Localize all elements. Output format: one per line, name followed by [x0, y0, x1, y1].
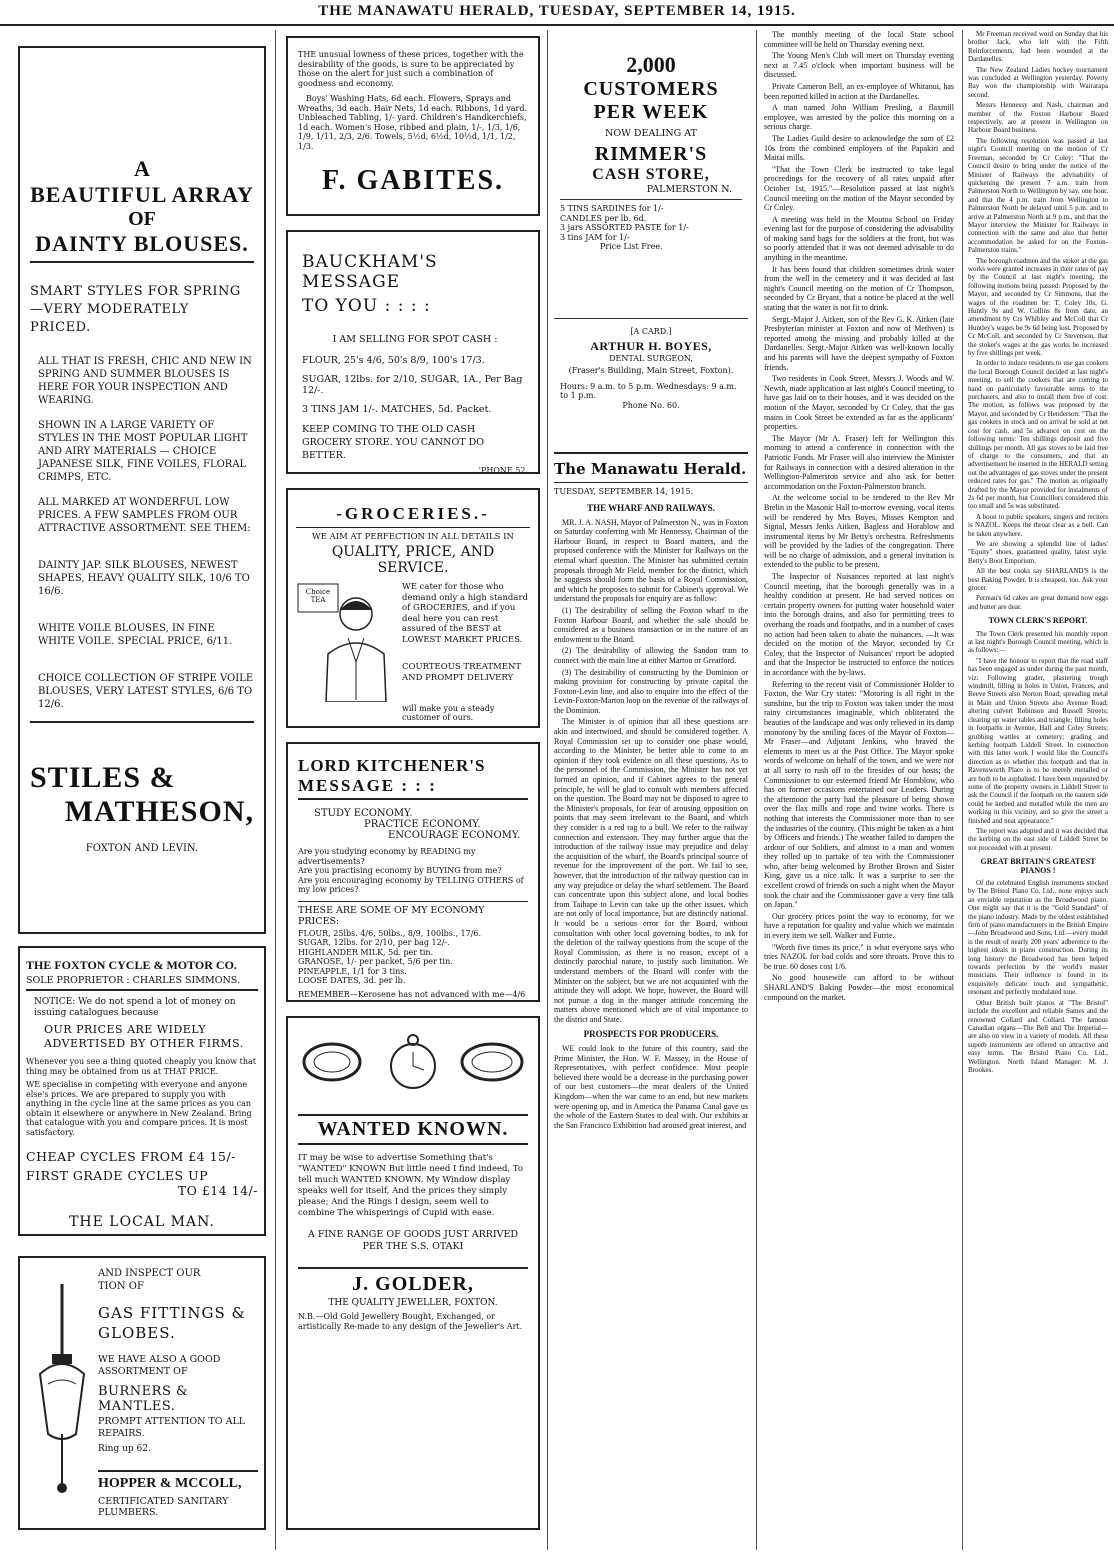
- ad-heading: DAINTY BLOUSES.: [30, 231, 254, 263]
- article-headline: GREAT BRITAIN'S GREATEST PIANOS !: [980, 857, 1096, 875]
- article-headline: PROSPECTS FOR PRODUCERS.: [583, 1029, 719, 1040]
- ad-subheading: THESE ARE SOME OF MY ECONOMY PRICES:: [298, 901, 528, 927]
- ad-price: 3 jars ASSORTED PASTE for 1/-: [560, 223, 689, 232]
- local-general-column: [764, 30, 954, 1530]
- hopper-mccoll-ad: [18, 1256, 266, 1530]
- ad-tagline: SMART STYLES FOR SPRING—VERY MODERATELY PRICED.: [30, 284, 241, 335]
- dentist-hours: Hours: 9 a.m. to 5 p.m. Wednesdays: 9 a.m. to 1 p.m.: [560, 381, 737, 400]
- column-rule: [756, 30, 757, 1550]
- ad-price: CANDLES per lb. 6d.: [560, 213, 647, 223]
- ad-heading: PER WEEK: [593, 101, 709, 123]
- news-paragraph: A man named John William Presling, a flaxmill employee, was arrested by the police this morning on a serious charge.: [764, 103, 954, 132]
- ad-slogan: ENCOURAGE ECONOMY.: [388, 830, 521, 841]
- ad-heading: GLOBES.: [98, 1324, 176, 1342]
- ad-paragraph: CHOICE COLLECTION OF STRIPE VOILE BLOUSES, VERY LATEST STYLES, 6/6 TO 12/6.: [30, 672, 254, 723]
- ad-price: 5 TINS SARDINES for 1/-: [560, 204, 664, 213]
- foxton-cycle-ad: [18, 946, 266, 1236]
- news-paragraph: The Young Men's Club will meet on Thursday evening next at 7.45 o'clock when important business will be discussed.: [764, 51, 954, 80]
- ad-heading: BURNERS & MANTLES.: [98, 1384, 189, 1414]
- ad-phone: Ring up 62.: [98, 1444, 151, 1454]
- ad-price: SUGAR, 12lbs. for 2/10, SUGAR, 1A., Per Bag 12/-.: [302, 374, 523, 396]
- news-paragraph: "I have the honour to report that the road staff has been engaged as under during the past month, viz: Following grader, plastering trough windmill, filling in holes in Union, Frances, and Reeve Streets also Norton Road; spreading metal in Main and Union Streets also Avenue Road; altering culvert Robinson and Russell Streets; clearing up water tables and triangle; filling holes in footpaths in Avenue, Hall and Coley Streets; grubbing wattles at cemetery; grading and kerbing footpath Liddell Street. In connection with this latter work I would like the Council's direction as to whether this footpath and that in Ravensworth Place is to be merely metalled or are both to be asphalted. I have been requested by some of the property owners in Liddell Street to ask the Council if the footpath on the eastern side could be kerbed and metalled while the men are working in this vicinity, and so give the street a finished and neat appearance.": [968, 656, 1108, 825]
- ad-paragraph: Are you encouraging economy by TELLING OTHERS of my low prices?: [298, 875, 524, 894]
- firm-trade: THE QUALITY JEWELLER, FOXTON.: [328, 1298, 498, 1308]
- ad-heading: WANTED KNOWN.: [298, 1114, 528, 1145]
- firm-name: STILES &: [30, 761, 176, 794]
- ad-paragraph: Boys' Washing Hats, 6d each. Flowers, Sprays and Wreaths, 3d each. Hair Nets, 1d each. Ribbons, 1d yard. Unbleached Tabling, 1/- yard. Children's Handkerchiefs, 1d each. Women's Hose, ribbed and plain, 1/-, 1/3, 1/6, 1/9, 1/11, 2/3, 2/6. Towels, 5½d, 6½d, 10½d, 1/1, 1/2, 1/3.: [298, 94, 528, 151]
- ad-text: WE AIM AT PERFECTION IN ALL DETAILS IN: [312, 532, 514, 542]
- news-paragraph: Referring to the recent visit of Commissioner Holder to Foxton, the War Cry states: "Motoring is all right in the sunshine, but the trip to Foxton was taken under the most rainy circumstances imaginable, which obliterated the beauties of the landscape and was only relieved in its damp monotony by the smiling faces of the Mayor of Foxton—Mr Fraser—and Adjutant Jenkins, who braved the elements to meet us at the Post Office. The Mayor spoke words of welcome on behalf of the town, and we were not at all sorry to rush off to the firesides of our hosts; the Commissioner to our esteemed friend Mr Hornblow, who has on former occasions entertained our Leaders. During the afternoon the party had the pleasure of being shown over the flax mills and rope and twine works. There is nothing that interests the Commissioner more than to see the industries of the country. (This might be taken as a hint by Officers and friends.) The weather failed to dampen the ardour of our Soldiers, and almost to a man and women they rolled up to partake of tea with the Commissioner who, after being welcomed by Brother Brown and Sister King, gave us a nice talk. It was a surprise to see the excellent crowd of friends on such a night when the Mayor took the chair and the Commissioner gave a very fine talk on Japan.": [764, 679, 954, 910]
- ad-paragraph: Are you practising economy by BUYING from me?: [298, 866, 502, 875]
- article-paragraph: WE could look to the future of this country, said the Prime Minister, the Hon. W. F. Massey, in the House of Representatives, with perfect confidence. Most people believed there would be a decrease in the purchasing power of our best customers—the meat dealers of the United Kingdom—when the war came to an end, but new markets were opening up, and in America the Panama Canal gave us the whole of the Eastern States to deal with. Our exhibits at the San Francisco Exhibition had aroused great interest, and: [554, 1044, 748, 1130]
- news-paragraph: The following resolution was passed at last night's Council meeting on the motion of Cr Freeman, seconded by Cr Coley: "That the Council desire to bring under the notice of the Minister of Railways the advisability of quickening the present 7 a.m. train from Palmerston North to Wellington by say, one hour, and that the 4 p.m. train from Wellington to Palmerston North be delayed until 5 p.m. and to arrive at Palmerston North at 9 p.m., and that the Mayor interview the Minister for Railways in connection with the same and also that better accommodation be asked for on the Foxton-Palmerston trains.": [968, 136, 1108, 255]
- ad-price: PINEAPPLE, 1/1 for 3 tins.: [298, 966, 407, 976]
- ad-heading: A: [134, 156, 150, 181]
- news-paragraph: All the best cooks say SHARLAND'S is the best Baking Powder. It is cheapest, too. Ask your grocer.: [968, 567, 1108, 592]
- herald-title: The Manawatu Herald.: [554, 460, 747, 478]
- ad-price: FLOUR, 25's 4/6, 50's 8/9, 100's 17/3.: [302, 355, 485, 366]
- article-headline: THE WHARF AND RAILWAYS.: [587, 503, 715, 513]
- card-label: [A CARD.]: [630, 327, 672, 336]
- news-paragraph: In order to induce residents to use gas cookers the local Borough Council decided at last night's meeting, to sell the cookers that are coming to hand on particularly favourable terms to the purchasers, and also to install them free of cost. The motion, as follows was proposed by the Mayor, and seconded by Cr Henderson: "That the gas cookers in stock and on arrival be sold at net cost for cash, and 5s advance on cost on the following terms: Ten shillings deposit and five shillings per month. All gas stoves to be laid free of charge to the consumers, and that an advertisement be inserted in the HERALD setting out the advantages of gas stoves under the present reduced rates for gas." The motion as originally drafted by the Mayor provided for instalments of 2s 6d per month, but Councillors considered this too small and 5s was substituted.: [968, 359, 1108, 511]
- news-paragraph: No good housewife can afford to be without SHARLAND'S Baking Powder—the most economical compound on the market.: [764, 973, 954, 1002]
- news-paragraph: Perreau's 6d cakes are great demand now eggs and butter are dear.: [968, 594, 1108, 611]
- ad-paragraph: Whenever you see a thing quoted cheaply you know that thing may be obtained from us at THAT PRICE.: [26, 1057, 256, 1076]
- golder-ad: [286, 1016, 540, 1530]
- council-news-column: [968, 30, 1108, 1530]
- news-paragraph: "Worth five times its price," is what everyone says who tries NAZOL for bad colds and sore throats. Prove this to be true. 60 doses cost 1/6.: [764, 942, 954, 971]
- dentist-title: DENTAL SURGEON,: [609, 353, 693, 363]
- masthead: THE MANAWATU HERALD, TUESDAY, SEPTEMBER 14, 1915.: [0, 0, 1114, 26]
- ad-paragraph: Are you studying economy by READING my advertisements?: [298, 847, 476, 866]
- ad-slogan: PRACTICE ECONOMY.: [364, 819, 481, 830]
- ad-text: WE HAVE ALSO A GOOD ASSORTMENT OF: [98, 1354, 221, 1377]
- ad-paragraph: WHITE VOILE BLOUSES, IN FINE WHITE VOILE. SPECIAL PRICE, 6/11.: [38, 623, 233, 647]
- firm-trade: CERTIFICATED SANITARY PLUMBERS.: [98, 1496, 229, 1518]
- ad-text: AND INSPECT OUR: [98, 1268, 201, 1279]
- ad-heading: MESSAGE : : :: [298, 776, 528, 800]
- ad-heading: OF: [128, 208, 156, 230]
- ad-phone: 'PHONE 52.: [478, 466, 528, 474]
- ad-heading: CUSTOMERS: [583, 78, 719, 100]
- ad-price: HIGHLANDER MILK, 5d. per tin.: [298, 947, 434, 957]
- column-rule: [962, 30, 963, 1550]
- news-paragraph: The New Zealand Ladies hockey tournament was concluded at Wellington yesterday. Poverty Bay won the championship with Wairarapa second.: [968, 65, 1108, 99]
- ad-paragraph: NOTICE: We do not spend a lot of money on issuing catalogues because: [34, 997, 236, 1018]
- column-rule: [275, 30, 276, 1550]
- news-paragraph: Two residents in Cook Street, Messrs J. Woods and W. Newth, made application at last night's Council meeting, to have gas laid on to their houses, and it was decided on the motion of the Mayor, seconded by Cr Coley, that the gas mains in Cook Street be extended as far as the applicants' properties.: [764, 374, 954, 432]
- firm-location: PALMERSTON N.: [646, 184, 732, 195]
- firm-name: HOPPER & MCCOLL,: [98, 1470, 258, 1492]
- dentist-phone: Phone No. 60.: [622, 400, 680, 410]
- ad-heading: LORD KITCHENER'S: [298, 756, 486, 775]
- ad-paragraph: DAINTY JAP. SILK BLOUSES, NEWEST SHAPES, HEAVY QUALITY SILK, 10/6 TO 16/6.: [38, 560, 250, 597]
- ad-slogan: THE LOCAL MAN.: [69, 1214, 215, 1230]
- news-paragraph: A meeting was held in the Moutoa School on Friday evening last for the purpose of considering the advisability of making sand bags for the soldiers at the front, but was so poorly attended that it was not deemed advisable to do anything in the meantime.: [764, 214, 954, 263]
- ad-heading: BAUCKHAM'S MESSAGE: [302, 252, 438, 292]
- news-paragraph: It has been found that children sometimes drink water from the well in the cemetery and it was decided at last night's Council meeting on the motion of Cr Thompson, seconded by Cr Bryant, that a notice be placed at the well stating that the water is not fit to drink.: [764, 264, 954, 313]
- ad-paragraph: OUR PRICES ARE WIDELY ADVERTISED BY OTHER FIRMS.: [44, 1023, 244, 1050]
- ad-paragraph: COURTEOUS TREATMENT AND PROMPT DELIVERY: [402, 662, 522, 683]
- walker-furrie-ad: [286, 488, 540, 728]
- news-paragraph: We are showing a splendid line of ladies' "Equity" shoes, guaranteed quality, latest style. Betty's Boot Emporium.: [968, 539, 1108, 565]
- ad-text: Price List Free.: [600, 242, 663, 251]
- news-paragraph: Private Cameron Bell, an ex-employee of Whitanui, has been reported killed in action at the Dardanelles.: [764, 81, 954, 101]
- article-paragraph: The Minister is of opinion that all these questions are akin and intertwined, and should be considered together. A Royal Commission set up to consider one phase would, according to the Minister, be better able to come to an opinion if they took evidence on all these questions. As to the personnel of the Commission, the Minister has not yet formed an opinion, and if Cabinet agrees to the general principle, he will be glad to consult with members affected on the question. The Board may not be disposed to agree to the Minister's proposals, for fear of arousing opposition on points that may seem irrelevant to the Board, and which they consider is a red rag to a bull. We refer to the railway connection and extension. They may further argue that the introduction of the railway issue may prejudice and delay the acquisition of the wharf, the Board's principal source of revenue for the improvement of the port. We fail to see, however, that the introduction of the railway question can in any way prejudice or delay the wharf settlement. The Board can concentrate upon this subject alone, and local bodies from Taihape to Levin can take up the other issues, which are not only of local importance, but are distinctly national. It would be a serious error for the Board, without consultation with other local governing bodies, to ask for the deletion of the railway questions from the scope of the Royal Commission, as there is no reason, except of a distinctly parochial nature, to justify such limitation. We understand members of the Board will confer with the Minister on the subject, but we are not acquainted with the attitude they will adopt. We hope, however, the Board will not pursue a dog in the manger attitude concerning the matters above mentioned which are of vital importance to the district and State.: [554, 717, 748, 1024]
- ad-paragraph: WE cater for those who demand only a high standard of GROCERIES, and if you deal here you can rest assured of the BEST at LOWEST MARKET PRICES.: [402, 582, 528, 645]
- news-paragraph: Of the celebrated English instruments stocked by The Bristol Piano Co. Ltd., none enjoys such an enviable reputation as the Broadwood piano. One might say that it is the "Gold Standard" of the piano industry. Made by the oldest established firm of piano manufacturers in the British Empire—John Broadwood and Sons, Ltd.—every model is the result of nearly 200 years' adherence to the highest ideals in piano construction. During its long history the Broadwood has been helped towards perfection by the world's master musicians. Their influence is found in its exquisitely delicate touch and sympathetic, resonant and perfectly modulated tone.: [968, 879, 1108, 997]
- article-paragraph: (1) The desirability of selling the Foxton wharf to the Foxton Harbour Board, and whether the sale should be considered as a business transaction or in the nature of an endowment to the Board.: [554, 605, 748, 644]
- ad-slogan: STUDY ECONOMY.: [314, 808, 413, 819]
- article-paragraph: MR. J. A. NASH, Mayor of Palmerston N., was in Foxton on Saturday conferring with Mr Hennessy, Chairman of the Harbour Board, in respect to Board matters, and the proposed conference with the Minister for Railways on the eternal wharf question. The Minister has submitted certain proposals through Mr Field, member for the district, which he suggests should form the basis of a Royal Commission, and which he proposes to submit for Cabinet's approval. We understand the proposals for enquiry are as follow:: [554, 517, 748, 604]
- ad-text: A FINE RANGE OF GOODS JUST ARRIVED PER THE S.S. OTAKI: [307, 1229, 519, 1252]
- ad-paragraph: will make you a steady customer of ours.: [402, 704, 495, 722]
- ad-heading: -GROCERIES.-: [296, 504, 530, 528]
- ad-verse: IT may be wise to advertise Something that's "WANTED" KNOWN But little need I find indeed, To tell much WANTED KNOWN. My Window display speaks well for itself, And the prices they simply please; And the Rings I design, seem well to combine The whisperings of Cupid with ease.: [298, 1153, 523, 1218]
- herald-nameplate: [554, 452, 748, 497]
- tea-sign: Choice TEA: [305, 588, 331, 604]
- news-paragraph: A boon to public speakers, singers and reciters is NAZOL. Keeps the throat clear as a bell. Can be taken anywhere.: [968, 512, 1108, 538]
- ad-paragraph: SHOWN IN A LARGE VARIETY OF STYLES IN THE MOST POPULAR LIGHT AND AIRY MATERIALS — CHOICE JAPANESE SILK, FINE VOILES, FLORAL CRIMPS, ETC.: [38, 420, 248, 483]
- ad-price: FIRST GRADE CYCLES UP: [26, 1168, 209, 1183]
- firm-location: FOXTON AND LEVIN.: [85, 843, 199, 854]
- ad-paragraph: ALL MARKED AT WONDERFUL LOW PRICES. A FEW SAMPLES FROM OUR ATTRACTIVE ASSORTMENT. SEE THEM:: [38, 497, 251, 534]
- ad-price: 3 TINS JAM 1/-. MATCHES, 5d. Packet.: [302, 404, 492, 415]
- ad-heading: QUALITY, PRICE, AND SERVICE.: [331, 544, 495, 576]
- ad-heading: 2,000: [626, 52, 676, 77]
- news-paragraph: Messrs Hennessy and Nash, chairman and member of the Foxton Harbour Board respectively, are at present in Wellington on Harbour Board business.: [968, 101, 1108, 135]
- firm-name: MATHESON,: [64, 795, 254, 828]
- ad-price: GRANOSE, 1/- per packet, 5/6 per tin.: [298, 957, 453, 966]
- news-paragraph: Other British built pianos at "The Bristol" include the excellent and reliable Sames and the renowned Collard and Collard. The famous Canadian organs—The Bell and The Imperial—are also on view in a variety of models. All these superb instruments are offered on attractive and easy terms. The Bristol Piano Co. Ltd., Wellington. North Island Manager: M. J. Brookes.: [968, 998, 1108, 1074]
- ad-price: LOOSE DATES, 3d. per lb.: [298, 976, 406, 985]
- ad-price: 3 tins JAM for 1/-: [560, 232, 630, 242]
- ad-text: I AM SELLING FOR SPOT CASH :: [332, 334, 498, 345]
- ad-heading: GAS FITTINGS &: [98, 1304, 246, 1322]
- news-paragraph: Sergt.-Major J. Aitken, son of the Rev G. K. Aitken (late Presbyterian minister at Foxton and now of Methven) is reported among the missing and probably killed at the Dardanelles. Sergt.-Major Aitken was well-known locally and his parents will have the deepest sympathy of Foxton friends.: [764, 314, 954, 372]
- firm-name: J. GOLDER,: [298, 1267, 528, 1296]
- ad-text: KEEP COMING TO THE OLD CASH GROCERY STORE. YOU CANNOT DO BETTER.: [302, 424, 485, 461]
- article-paragraph: (2) The desirability of allowing the Sandon tram to connect with the main line at either Marton or Greatford.: [554, 646, 748, 665]
- herald-date: TUESDAY, SEPTEMBER 14, 1915.: [554, 487, 694, 496]
- ad-price: CHEAP CYCLES FROM £4 15/-: [26, 1149, 236, 1164]
- bauckham-ad: [286, 230, 540, 474]
- ad-paragraph: ALL THAT IS FRESH, CHIC AND NEW IN SPRING AND SUMMER BLOUSES IS HERE FOR YOUR INSPECTION AND WEARING.: [38, 356, 252, 406]
- news-paragraph: The Town Clerk presented his monthly report at last night's Borough Council meeting, which is as follows:—: [968, 629, 1108, 655]
- article-headline: TOWN CLERK'S REPORT.: [988, 616, 1088, 626]
- gas-lamp-illustration: [30, 1284, 94, 1494]
- ad-paragraph: N.B.—Old Gold Jewellery Bought, Exchanged, or artistically Re-made to any design of the Jeweller's Art.: [298, 1312, 523, 1331]
- ad-paragraph: REMEMBER—Kerosene has not advanced with me—4/6: [298, 989, 526, 999]
- news-paragraph: At the welcome social to be tendered to the Rev Mr Brelin in the Masonic Hall to-morrow evening, vocal items will be rendered by Mrs Boyes, Misses Kempton and Signal, Messrs Jenks Aitken, Bagless and Horablow and instrumental items by Mr Betty's orchestra. Refreshments will be provided by the ladies of the congregation. There will be no charge of admission, and a general invitation is extended to the public to be present.: [764, 493, 954, 570]
- jewellery-illustration: [298, 1028, 528, 1096]
- stiles-matheson-ad: [18, 46, 266, 934]
- ad-proprietor: SOLE PROPRIETOR : CHARLES SIMMONS.: [26, 975, 258, 991]
- news-paragraph: The borough roadmen and the stoker at the gas works were granted increases in their rates of pay by the Council at last night's meeting, the following motions being passed: Proposed by the Mayor, and seconded by Cr Simmons, that the wages of the roadmen be: T. Coley 10s, G. Huntly 9s and W. Collins 8s from date, an amendment by Crs Whibley and McColl that Cr Huntley's wages be 9s 6d being lost. Proposed by Cr McColl, and seconded by Cr Stevenson, that the stoker's wages at the gas works be increased by five shillings per week.: [968, 256, 1108, 358]
- firm-name: CASH STORE,: [592, 166, 710, 183]
- news-paragraph: The Inspector of Nuisances reported at last night's Council meeting, that the borough generally was in a healthy condition at present. He had served notices on certain property owners for putting water household water into the borough drains, and also for permitting trees to overhang the roads and footpaths, and in a number of cases no action had been taken to abate the nuisances. —It was decided on the motion of the Mayor, seconded by Cr Coley, that the Inspector of Nuisances' report be adopted and that the Inspector be instructed to enforce the notices in accordance with the by-laws.: [764, 572, 954, 677]
- news-paragraph: Mr Freeman received word on Sunday that his brother Jack, who left with the Fifth Reinforcements, had been wounded at the Dardanelles.: [968, 30, 1108, 64]
- ad-text: PROMPT ATTENTION TO ALL REPAIRS.: [98, 1416, 246, 1439]
- ad-paragraph: WE specialise in competing with everyone and anyone else's prices. We are prepared to supply you with anything in the cycle line at the same prices as you can obtain it elsewhere or anywhere in New Zealand. Bring that catalogue with you and compare prices. It is most satisfactory.: [26, 1080, 252, 1137]
- dentist-address: (Fraser's Building, Main Street, Foxton).: [568, 366, 734, 375]
- article-paragraph: (3) The desirability of constructing by the Dominion or making provision for constructing by private capital the Foxton-Levin line, and also to enquire into the effect of the Levin-Foxton-Marton loop on the revenue of the railways of the Dominion.: [554, 667, 748, 715]
- ad-price: FLOUR, 25lbs. 4/6, 50lbs., 8/9, 100lbs., 17/6.: [298, 928, 482, 938]
- news-paragraph: Our grocery prices point the way to economy, for we have a reputation for quality and value which we maintain in every item we sell. Walker and Furrie.: [764, 911, 954, 941]
- gabites-ad: [286, 36, 540, 216]
- firm-name: F. GABITES.: [321, 165, 505, 196]
- ad-heading: THE FOXTON CYCLE & MOTOR CO.: [26, 958, 237, 972]
- ad-text: NOW DEALING AT: [605, 128, 697, 139]
- rimmer-ad: [554, 36, 748, 306]
- news-paragraph: The Ladies Guild desire to acknowledge the sum of £2 10s from the combined employers of the Papakiri and Maitai mills.: [764, 133, 954, 163]
- wharf-article: [554, 498, 748, 1530]
- column-rule: [547, 30, 548, 1550]
- ad-text: TION OF: [98, 1281, 144, 1292]
- firm-name: RIMMER'S: [594, 143, 708, 165]
- news-paragraph: The report was adopted and it was decided that the kerbing on the east side of Liddell Street be not proceeded with at present.: [968, 826, 1108, 852]
- news-paragraph: The Mayor (Mr A. Fraser) left for Wellington this morning to attend a conference in connection with the Patriotic Funds. Mr Fraser will also interview the Minister for Railways in connection with a desired alteration in the Wellington-Palmerston service and also ask for better accommodation on the Foxton-Palmerston branch.: [764, 433, 954, 491]
- james-kelly-ad: [286, 742, 540, 1002]
- boyes-card: [554, 318, 748, 440]
- ad-price: SUGAR, 12lbs. for 2/10, per bag 12/-.: [298, 938, 450, 947]
- ad-paragraph: THE unusual lowness of these prices, together with the desirability of the goods, is sure to be appreciated by those on the alert for just such a combination of goodness and economy.: [298, 50, 524, 88]
- ad-price: TO £14 14/-: [177, 1183, 258, 1198]
- ad-heading: BEAUTIFUL ARRAY: [30, 182, 254, 207]
- ad-heading: TO YOU : : : :: [302, 296, 431, 316]
- news-paragraph: "That the Town Clerk be instructed to take legal proceedings for the recovery of all rates unpaid after October 1st, 1915."—Resolution passed at last night's Council meeting on the motion of the Mayor seconded by Cr Coley.: [764, 164, 954, 213]
- news-paragraph: The monthly meeting of the local State school committee will be held on Thursday evening next.: [764, 30, 954, 49]
- dentist-name: ARTHUR H. BOYES,: [590, 338, 712, 353]
